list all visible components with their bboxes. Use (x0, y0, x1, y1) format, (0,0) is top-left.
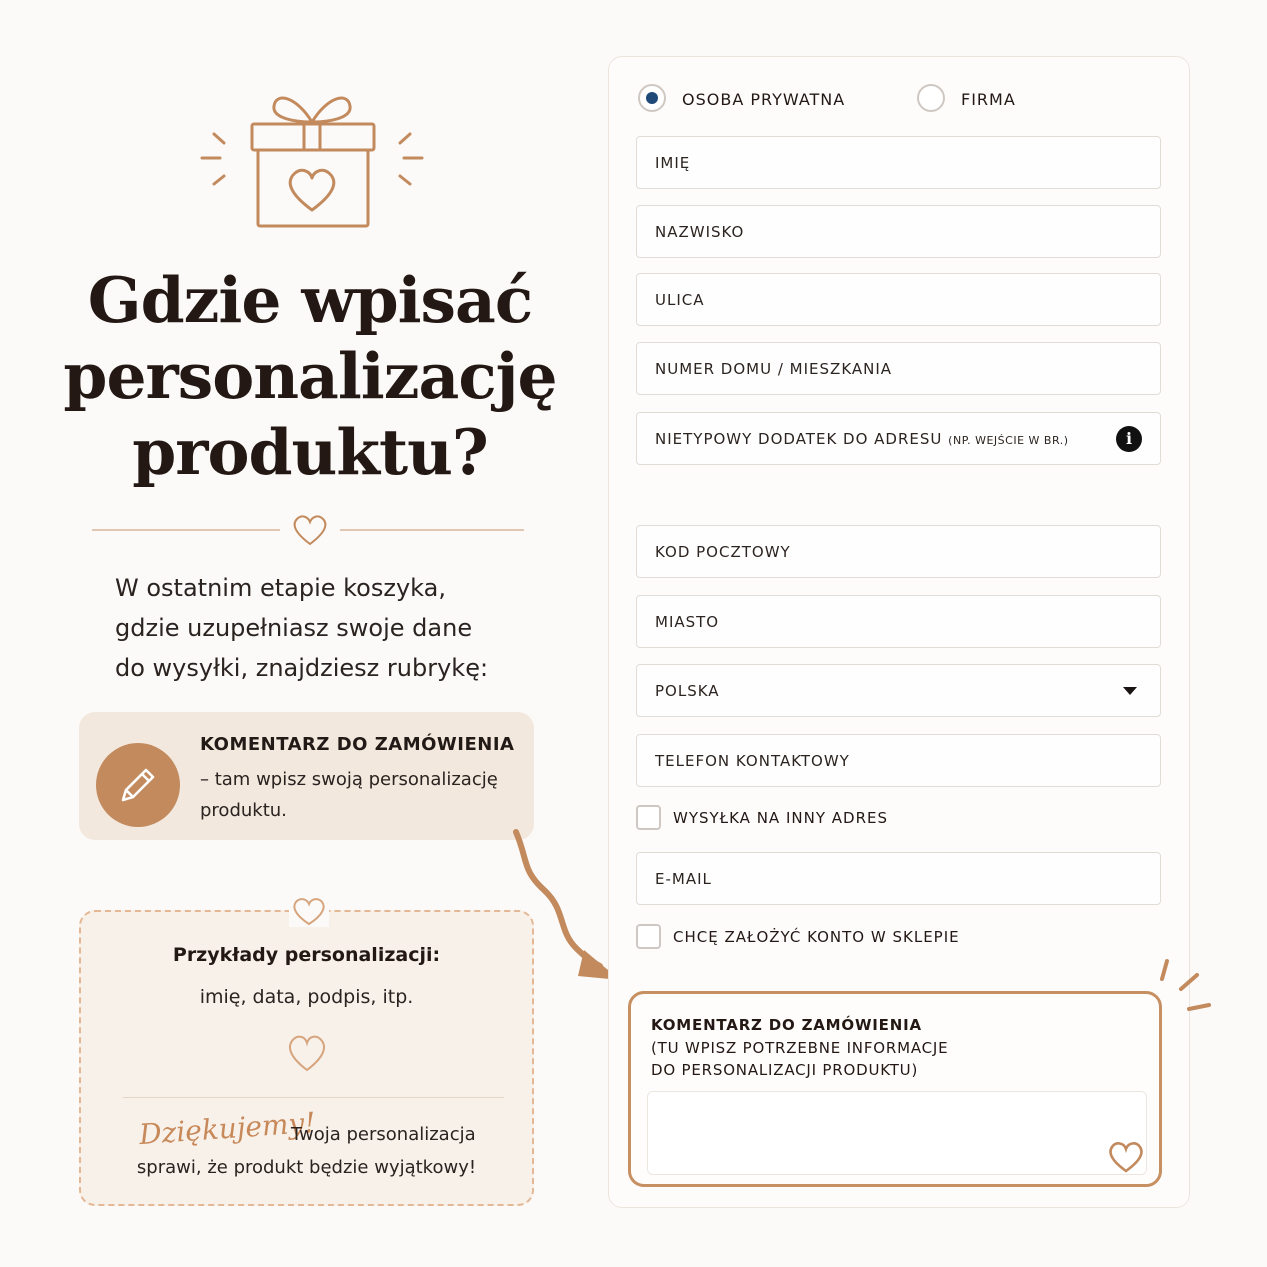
heart-icon (1107, 1138, 1145, 1174)
field-label: TELEFON KONTAKTOWY (655, 752, 850, 770)
title-line: produktu? (132, 415, 488, 489)
examples-list: imię, data, podpis, itp. (199, 986, 414, 1008)
field-label: MIASTO (655, 613, 720, 631)
field-label: NUMER DOMU / MIESZKANIA (655, 360, 893, 378)
thanks-text: Twoja personalizacja (291, 1124, 476, 1145)
phone-field[interactable] (636, 734, 1161, 787)
chevron-down-icon (1123, 687, 1137, 695)
gift-icon (196, 86, 428, 236)
field-label-note: (NP. WEJŚCIE W BR.) (948, 434, 1069, 447)
last-name-field[interactable] (636, 205, 1161, 258)
callout-title: KOMENTARZ DO ZAMÓWIENIA (200, 734, 515, 755)
first-name-field[interactable] (636, 136, 1161, 189)
customer-type-group (636, 84, 1156, 116)
other-address-checkbox[interactable] (636, 805, 661, 830)
heart-icon (287, 1030, 327, 1074)
comment-label-line: DO PERSONALIZACJI PRODUKTU) (651, 1061, 919, 1079)
title-line: personalizację (63, 339, 557, 413)
heart-icon (289, 893, 329, 927)
select-value: POLSKA (655, 682, 720, 700)
comment-label-line: (TU WPISZ POTRZEBNE INFORMACJE (651, 1038, 949, 1057)
postal-code-field[interactable] (636, 525, 1161, 578)
divider (123, 1097, 504, 1098)
thanks-script: Dziękujemy! (138, 1105, 317, 1152)
field-label: KOD POCZTOWY (655, 543, 791, 561)
create-account-checkbox[interactable] (636, 924, 661, 949)
checkbox-label: WYSYŁKA NA INNY ADRES (673, 809, 888, 827)
field-label: NAZWISKO (655, 223, 745, 241)
city-field[interactable] (636, 595, 1161, 648)
title-line: Gdzie wpisać (87, 263, 533, 337)
radio-label: OSOBA PRYWATNA (682, 90, 846, 109)
country-select[interactable] (636, 664, 1161, 717)
field-label: IMIĘ (655, 154, 691, 172)
field-label (655, 430, 1069, 448)
email-field[interactable] (636, 852, 1161, 905)
comment-label-line: KOMENTARZ DO ZAMÓWIENIA (651, 1016, 922, 1034)
order-comment-textarea[interactable] (647, 1091, 1147, 1175)
intro-line: W ostatnim etapie koszyka, (115, 574, 446, 602)
examples-box (79, 910, 534, 1206)
heart-divider (92, 512, 524, 548)
other-address-option (636, 805, 1156, 831)
field-label-main: NIETYPOWY DODATEK DO ADRESU (655, 430, 943, 448)
callout-text: – tam wpisz swoją personalizację produktu. (200, 769, 498, 821)
info-icon[interactable]: i (1116, 426, 1142, 452)
comment-callout (79, 712, 534, 840)
field-label: ULICA (655, 291, 705, 309)
intro-text (115, 568, 535, 688)
checkbox-label: CHCĘ ZAŁOŻYĆ KONTO W SKLEPIE (673, 928, 960, 946)
page-title (40, 262, 580, 490)
thanks-text: sprawi, że produkt będzie wyjątkowy! (136, 1157, 477, 1178)
address-extra-field[interactable] (636, 412, 1161, 465)
pencil-icon (96, 743, 180, 827)
radio-company[interactable] (917, 84, 945, 112)
radio-label: FIRMA (961, 90, 1016, 109)
order-comment-section (628, 991, 1162, 1187)
order-comment-label (651, 1014, 1131, 1082)
field-label: E-MAIL (655, 870, 712, 888)
sparkle-icon (1155, 955, 1225, 1015)
street-field[interactable] (636, 273, 1161, 326)
house-number-field[interactable] (636, 342, 1161, 395)
intro-line: do wysyłki, znajdziesz rubrykę: (115, 654, 489, 682)
examples-title: Przykłady personalizacji: (172, 944, 441, 966)
intro-line: gdzie uzupełniasz swoje dane (115, 614, 473, 642)
radio-private-person[interactable] (638, 84, 666, 112)
create-account-option (636, 924, 1156, 950)
